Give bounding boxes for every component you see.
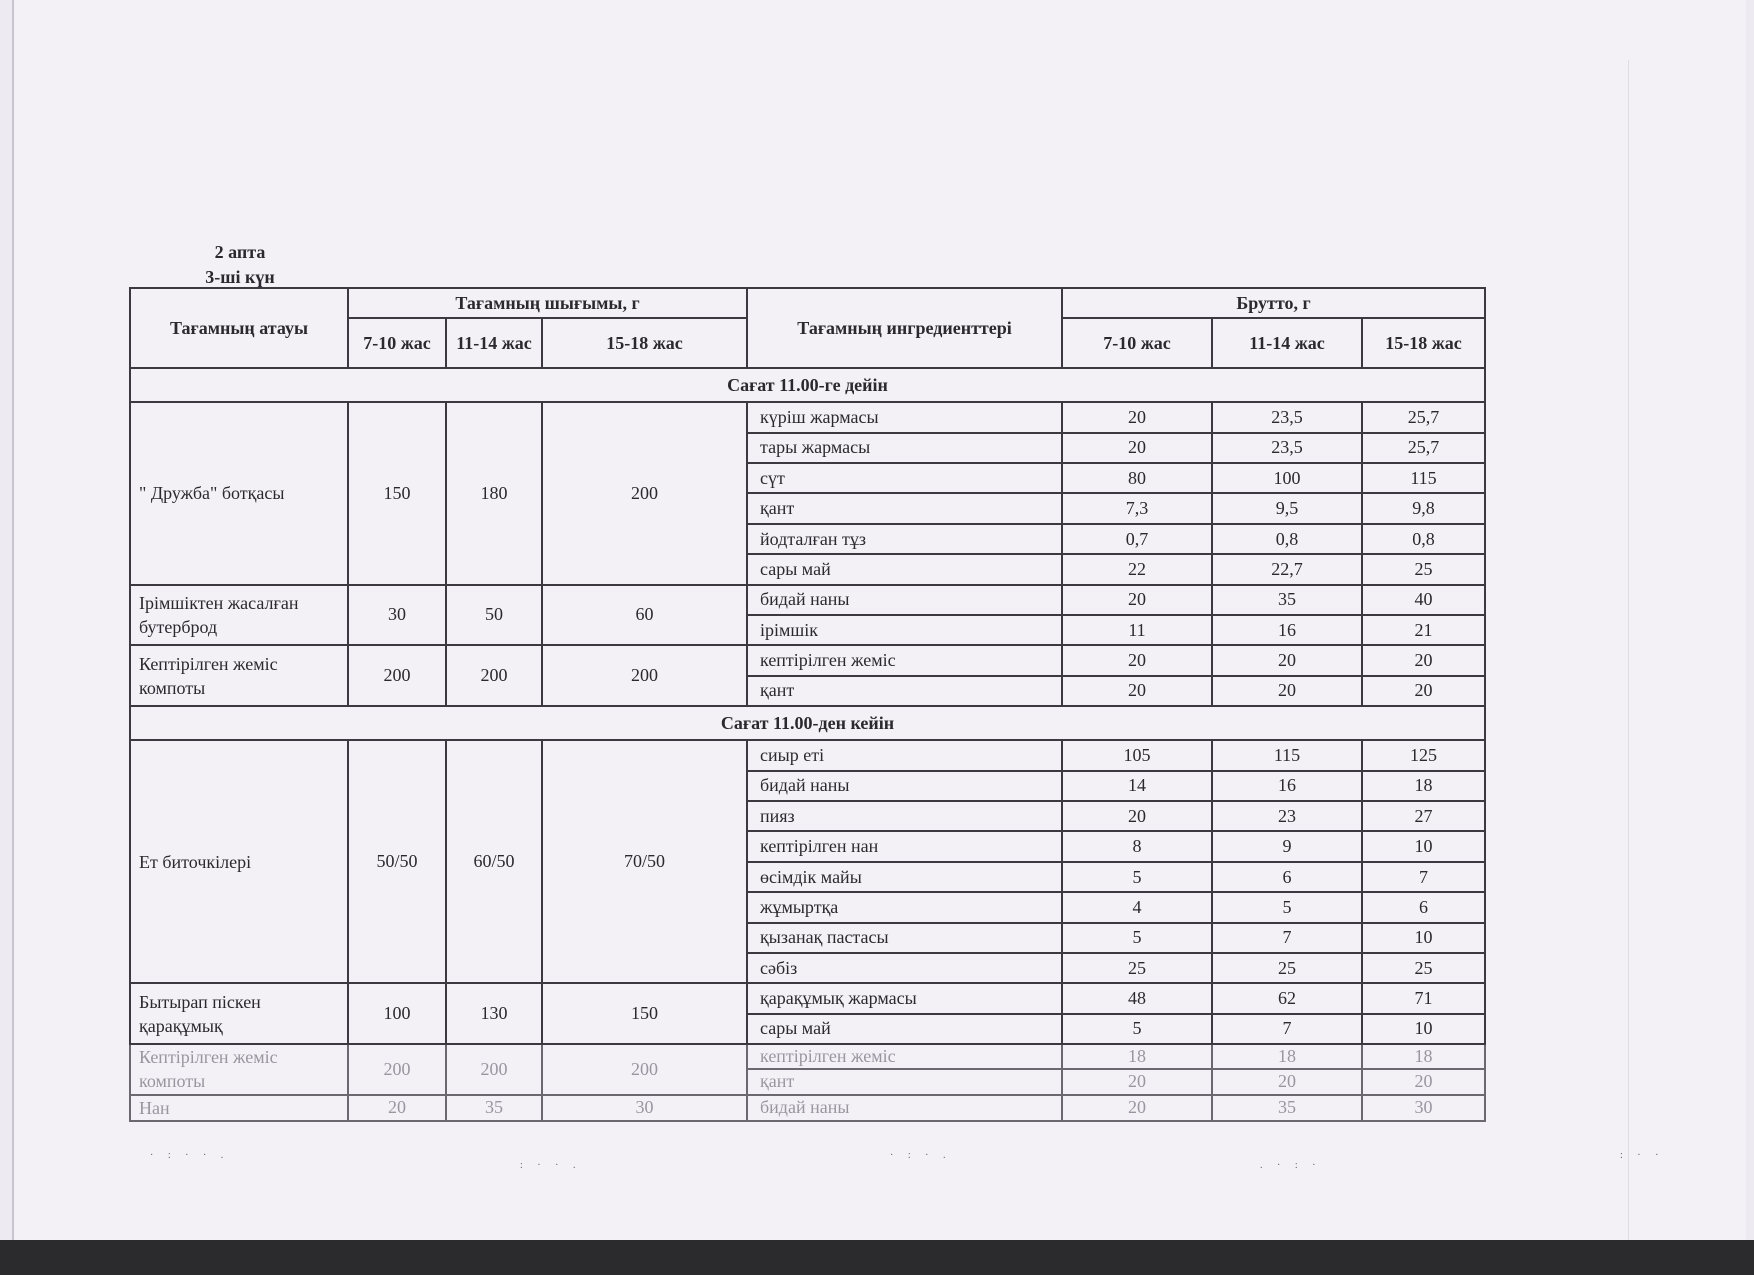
- scanner-bottom-band: [0, 1240, 1754, 1275]
- dish-yield: 60: [542, 585, 747, 646]
- gross-value: 14: [1062, 771, 1212, 801]
- gross-age-15-18: 15-18 жас: [1362, 318, 1485, 368]
- ingredient-name: пияз: [747, 801, 1062, 831]
- gross-value: 35: [1212, 1095, 1362, 1121]
- gross-value: 16: [1212, 771, 1362, 801]
- gross-value: 0,7: [1062, 524, 1212, 554]
- ingredient-name: бидай наны: [747, 1095, 1062, 1121]
- ingredients-header: Тағамның ингредиенттері: [747, 288, 1062, 368]
- dish-yield: 200: [542, 402, 747, 584]
- dish-yield: 130: [446, 983, 542, 1044]
- ingredient-name: қант: [747, 1069, 1062, 1094]
- gross-value: 105: [1062, 740, 1212, 770]
- dish-name: Кептірілген жеміс компоты: [130, 645, 348, 706]
- dish-name: Ірімшіктен жасалған бутерброд: [130, 585, 348, 646]
- day-label: 3-ші күн: [205, 267, 275, 287]
- gross-value: 6: [1212, 862, 1362, 892]
- table-row: [130, 1095, 1485, 1121]
- scan-noise: : · ·: [1620, 1150, 1665, 1161]
- menu-table: [129, 287, 1486, 1122]
- gross-value: 18: [1362, 1044, 1485, 1069]
- section-title: Сағат 11.00-ге дейін: [130, 368, 1485, 402]
- gross-value: 20: [1212, 1069, 1362, 1094]
- ingredient-name: йодталған тұз: [747, 524, 1062, 554]
- gross-value: 7: [1362, 862, 1485, 892]
- gross-value: 23,5: [1212, 433, 1362, 463]
- gross-value: 16: [1212, 615, 1362, 645]
- gross-value: 6: [1362, 892, 1485, 922]
- ingredient-name: сары май: [747, 1014, 1062, 1044]
- gross-value: 71: [1362, 983, 1485, 1013]
- gross-value: 18: [1062, 1044, 1212, 1069]
- gross-value: 8: [1062, 831, 1212, 861]
- ingredient-name: кептірілген жеміс: [747, 1044, 1062, 1069]
- page-heading: [180, 240, 300, 290]
- gross-value: 10: [1362, 1014, 1485, 1044]
- ingredient-name: сәбіз: [747, 953, 1062, 983]
- gross-value: 9,5: [1212, 493, 1362, 523]
- gross-value: 20: [1062, 402, 1212, 432]
- ingredient-name: өсімдік майы: [747, 862, 1062, 892]
- gross-value: 25,7: [1362, 402, 1485, 432]
- table-row: [130, 983, 1485, 1013]
- gross-value: 25: [1212, 953, 1362, 983]
- scan-noise: . · : ·: [1260, 1160, 1322, 1171]
- gross-value: 7: [1212, 923, 1362, 953]
- gross-value: 20: [1062, 433, 1212, 463]
- gross-value: 20: [1062, 645, 1212, 675]
- gross-value: 25: [1062, 953, 1212, 983]
- ingredient-name: қарақұмық жармасы: [747, 983, 1062, 1013]
- dish-yield: 200: [348, 1044, 446, 1095]
- gross-value: 115: [1362, 463, 1485, 493]
- gross-value: 18: [1362, 771, 1485, 801]
- ingredient-name: сары май: [747, 554, 1062, 584]
- gross-value: 7,3: [1062, 493, 1212, 523]
- gross-value: 18: [1212, 1044, 1362, 1069]
- gross-value: 20: [1062, 585, 1212, 615]
- scan-noise: · : · · .: [150, 1150, 230, 1161]
- dish-name: Нан: [130, 1095, 348, 1121]
- gross-value: 5: [1062, 1014, 1212, 1044]
- table-row: [130, 585, 1485, 615]
- table-row: [130, 740, 1485, 770]
- dish-yield: 150: [542, 983, 747, 1044]
- ingredient-name: қант: [747, 493, 1062, 523]
- table-row: [130, 402, 1485, 432]
- ingredient-name: қызанақ пастасы: [747, 923, 1062, 953]
- gross-value: 62: [1212, 983, 1362, 1013]
- section-row: [130, 368, 1485, 402]
- scan-noise: · : · .: [890, 1150, 952, 1161]
- gross-value: 22: [1062, 554, 1212, 584]
- menu-body: [130, 368, 1485, 1121]
- gross-value: 5: [1062, 923, 1212, 953]
- dish-name: Кептірілген жеміс компоты: [130, 1044, 348, 1095]
- ingredient-name: бидай наны: [747, 585, 1062, 615]
- ingredient-name: кептірілген жеміс: [747, 645, 1062, 675]
- dish-name-header: Тағамның атауы: [130, 288, 348, 368]
- gross-value: 48: [1062, 983, 1212, 1013]
- gross-value: 20: [1062, 801, 1212, 831]
- dish-yield: 200: [542, 645, 747, 706]
- yield-age-11-14: 11-14 жас: [446, 318, 542, 368]
- section-title: Сағат 11.00-ден кейін: [130, 706, 1485, 740]
- gross-value: 25,7: [1362, 433, 1485, 463]
- gross-value: 20: [1062, 1095, 1212, 1121]
- gross-value: 20: [1362, 1069, 1485, 1094]
- yield-header: Тағамның шығымы, г: [348, 288, 747, 318]
- ingredient-name: сиыр еті: [747, 740, 1062, 770]
- gross-value: 20: [1212, 676, 1362, 706]
- gross-header: Брутто, г: [1062, 288, 1485, 318]
- dish-yield: 30: [348, 585, 446, 646]
- dish-yield: 50/50: [348, 740, 446, 983]
- ingredient-name: ірімшік: [747, 615, 1062, 645]
- ingredient-name: бидай наны: [747, 771, 1062, 801]
- scan-noise: : · · .: [520, 1160, 582, 1171]
- gross-value: 21: [1362, 615, 1485, 645]
- dish-name: " Дружба" ботқасы: [130, 402, 348, 584]
- dish-yield: 50: [446, 585, 542, 646]
- page-edge: [12, 0, 14, 1240]
- ingredient-name: күріш жармасы: [747, 402, 1062, 432]
- gross-value: 20: [1362, 645, 1485, 675]
- gross-value: 25: [1362, 953, 1485, 983]
- gross-value: 20: [1062, 676, 1212, 706]
- gross-value: 10: [1362, 923, 1485, 953]
- header-row-1: [130, 288, 1485, 318]
- dish-yield: 60/50: [446, 740, 542, 983]
- gross-value: 0,8: [1212, 524, 1362, 554]
- gross-value: 7: [1212, 1014, 1362, 1044]
- ingredient-name: кептірілген нан: [747, 831, 1062, 861]
- gross-value: 23: [1212, 801, 1362, 831]
- dish-yield: 150: [348, 402, 446, 584]
- gross-value: 27: [1362, 801, 1485, 831]
- dish-yield: 20: [348, 1095, 446, 1121]
- section-row: [130, 706, 1485, 740]
- dish-name: Бытырап піскен қарақұмық: [130, 983, 348, 1044]
- yield-age-7-10: 7-10 жас: [348, 318, 446, 368]
- week-label: 2 апта: [214, 242, 266, 262]
- dish-yield: 200: [446, 645, 542, 706]
- dish-yield: 100: [348, 983, 446, 1044]
- gross-age-11-14: 11-14 жас: [1212, 318, 1362, 368]
- table-row: [130, 645, 1485, 675]
- gross-age-7-10: 7-10 жас: [1062, 318, 1212, 368]
- dish-yield: 200: [348, 645, 446, 706]
- gross-value: 4: [1062, 892, 1212, 922]
- gross-value: 100: [1212, 463, 1362, 493]
- gross-value: 20: [1212, 645, 1362, 675]
- gross-value: 25: [1362, 554, 1485, 584]
- gross-value: 40: [1362, 585, 1485, 615]
- dish-yield: 200: [542, 1044, 747, 1095]
- ingredient-name: қант: [747, 676, 1062, 706]
- gross-value: 22,7: [1212, 554, 1362, 584]
- dish-yield: 200: [446, 1044, 542, 1095]
- gross-value: 5: [1062, 862, 1212, 892]
- yield-age-15-18: 15-18 жас: [542, 318, 747, 368]
- gross-value: 9: [1212, 831, 1362, 861]
- gross-value: 35: [1212, 585, 1362, 615]
- gross-value: 30: [1362, 1095, 1485, 1121]
- ingredient-name: жұмыртқа: [747, 892, 1062, 922]
- ingredient-name: тары жармасы: [747, 433, 1062, 463]
- gross-value: 10: [1362, 831, 1485, 861]
- gross-value: 115: [1212, 740, 1362, 770]
- gross-value: 23,5: [1212, 402, 1362, 432]
- dish-yield: 70/50: [542, 740, 747, 983]
- dish-yield: 30: [542, 1095, 747, 1121]
- gross-value: 9,8: [1362, 493, 1485, 523]
- gross-value: 11: [1062, 615, 1212, 645]
- gross-value: 20: [1362, 676, 1485, 706]
- dish-name: Ет биточкілері: [130, 740, 348, 983]
- gross-value: 125: [1362, 740, 1485, 770]
- gross-value: 20: [1062, 1069, 1212, 1094]
- ingredient-name: сүт: [747, 463, 1062, 493]
- gross-value: 80: [1062, 463, 1212, 493]
- table-row: [130, 1044, 1485, 1069]
- gross-value: 0,8: [1362, 524, 1485, 554]
- gross-value: 5: [1212, 892, 1362, 922]
- page-margin-line: [1628, 60, 1629, 1240]
- dish-yield: 35: [446, 1095, 542, 1121]
- dish-yield: 180: [446, 402, 542, 584]
